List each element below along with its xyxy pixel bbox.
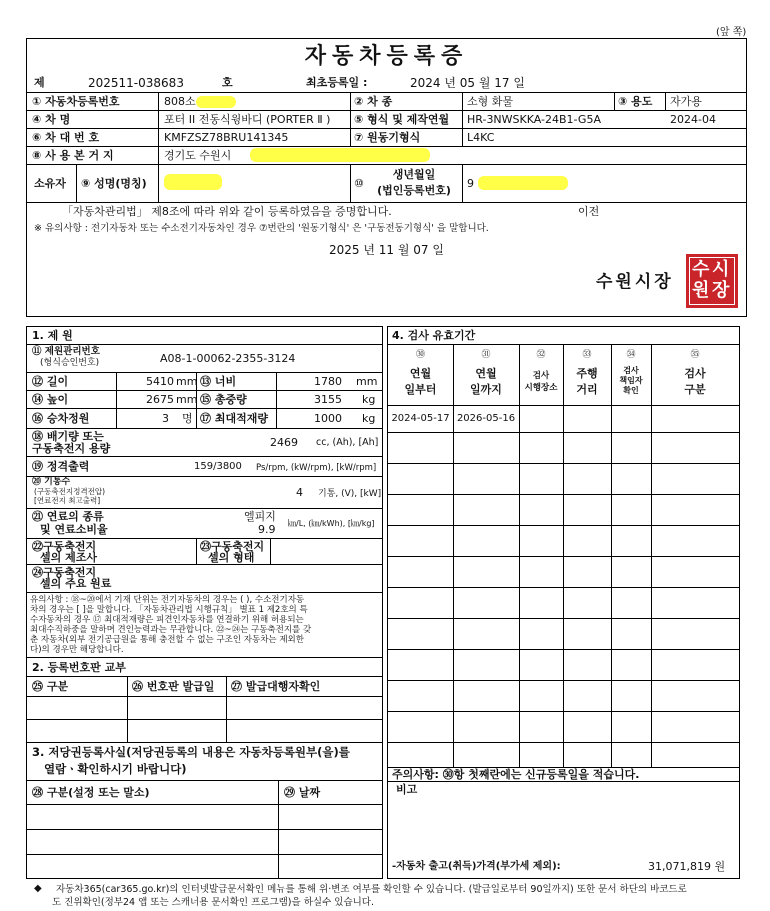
birth-label-2: (법인등록번호) [377, 184, 451, 197]
transfer-label: 이전 [578, 205, 600, 218]
redaction-highlight [196, 96, 236, 108]
mortgage-section-title-2: 열람ㆍ확인하시기 바랍니다) [44, 762, 187, 776]
certify-note: ※ 유의사항 : 전기자동차 또는 수소전기자동차인 경우 ⑦번란의 '원동기형식' 은 '구동전동기형식' 을 말합니다. [34, 223, 489, 234]
price-label: -자동차 출고(취득)가격(부가세 제외): [392, 861, 561, 872]
vin-label: ⑥ 차 대 번 호 [32, 131, 100, 144]
seats-unit: 명 [182, 412, 193, 425]
inspection-notice: 주의사항: ㉚항 첫째란에는 신규등록일을 적습니다. [392, 768, 640, 781]
insp-col-label: 시행장소 [524, 383, 558, 393]
power-value: 159/3800 [194, 461, 242, 472]
inspection-to-date: 2026-05-16 [456, 413, 516, 424]
length-unit: mm [176, 375, 198, 388]
fuel-label-2: 및 연료소비율 [40, 523, 108, 536]
displacement-unit: cc, (Ah), [Ah] [316, 437, 379, 448]
battery-material-label-1: ㉔구동축전지 [32, 566, 97, 579]
width-label: ⑬ 너비 [200, 375, 237, 388]
insp-col-label: 검사 [684, 367, 706, 380]
fuel-efficiency-value: 9.9 [258, 523, 276, 536]
insp-col-label: 구분 [684, 383, 706, 396]
page-side-label: (앞 쪽) [716, 27, 747, 38]
use-label: ③ 용도 [618, 95, 653, 108]
document-number: 202511-038683 [88, 76, 184, 90]
gross-weight-value: 3155 [314, 393, 342, 406]
insp-col-label: 확인 [623, 386, 639, 395]
birth-value: 9 [467, 177, 474, 190]
height-value: 2675 [146, 393, 174, 406]
seats-value: 3 [162, 412, 169, 425]
motor-type-value: L4KC [467, 131, 495, 144]
insp-col-num: ㉝ [582, 350, 592, 360]
mortgage-col-date: ㉙ 날짜 [284, 786, 321, 799]
spec-note-line: 최대수직하중을 말하며 견인능력과는 무관합니다. ㉒~㉔는 구동축전지를 갖 [30, 625, 312, 635]
insp-col-num: ㉟ [690, 350, 700, 360]
redaction-highlight [478, 176, 568, 190]
displacement-label-1: ⑱ 배기량 또는 [32, 430, 104, 443]
insp-col-label: 주행 [576, 367, 598, 380]
cylinders-value: 4 [296, 486, 303, 499]
remarks-label: 비고 [396, 783, 418, 796]
power-label: ⑲ 정격출력 [32, 460, 90, 473]
displacement-value: 2469 [270, 436, 298, 449]
spec-note-line: 차의 경우는 [ ]을 말합니다. 「자동차관리법 시행규칙」 별표 1 제2호의 특 [30, 605, 308, 615]
fuel-type-value: 엘피지 [244, 510, 276, 523]
max-load-unit: kg [362, 412, 376, 425]
gross-weight-label: ⑮ 총중량 [200, 393, 247, 406]
mgmt-no-value: A08-1-00062-2355-3124 [160, 352, 296, 365]
birth-label-1: 생년월일 [392, 168, 436, 181]
gross-weight-unit: kg [362, 393, 376, 406]
redaction-highlight [164, 174, 222, 190]
footer-line-2: 도 진위확인(정부24 앱 또는 스캐너용 문서확인 프로그램)을 하실수 있습니다. [52, 897, 374, 908]
insp-col-label: 연월 [409, 367, 432, 380]
vehicle-name-label: ④ 차 명 [32, 113, 71, 126]
cylinders-label-3: [연료전지 최고출력] [34, 496, 101, 505]
height-label: ⑭ 높이 [32, 393, 69, 406]
insp-col-num: ㉛ [481, 350, 491, 360]
battery-material-label-2: 셀의 주요 원료 [40, 577, 112, 590]
battery-maker-label-1: ㉒구동축전지 [32, 540, 97, 553]
footer-bullet: ◆ [34, 883, 42, 894]
insp-col-label: 연월 [475, 367, 497, 380]
cylinders-label-1: ⑳ 기통수 [32, 477, 71, 487]
mgmt-no-label-1: ⑪ 제원관리번호 [32, 346, 100, 357]
width-value: 1780 [314, 375, 342, 388]
motor-type-label: ⑦ 원동기형식 [354, 131, 421, 144]
model-label: ⑤ 형식 및 제작연월 [354, 113, 450, 126]
insp-col-label: 거리 [576, 383, 598, 396]
insp-col-num: ㉞ [626, 350, 636, 360]
insp-col-label: 일부터 [404, 383, 437, 396]
document-title: 자동차등록증 [304, 44, 469, 69]
power-unit: Ps/rpm, (kW/rpm), [kW/rpm] [256, 463, 377, 473]
birth-number: ⑩ [354, 177, 364, 190]
width-unit: mm [356, 375, 378, 388]
seats-label: ⑯ 승차정원 [32, 412, 90, 425]
length-label: ⑫ 길이 [32, 375, 69, 388]
mortgage-section-title-1: 3. 저당권등록사실(저당권등록의 내용은 자동차등록원부(을)를 [32, 745, 350, 759]
cylinders-label-2: (구동축전지정격전압) [34, 487, 106, 496]
plate-col-agent: ㉗ 발급대행자확인 [231, 680, 321, 693]
reg-no-label: ① 자동차등록번호 [32, 95, 120, 108]
footer-line-1: 자동차365(car365.go.kr)의 인터넷발급문서확인 메뉴를 통해 위·변조 여부를 확인할 수 있습니다. (발급일로부터 90일까지) 또한 문서 하단의 바코드로 [56, 884, 687, 895]
base-address-label: ⑧ 사 용 본 거 지 [32, 149, 114, 162]
insp-col-num: ㉚ [415, 350, 425, 360]
spec-note-line: 춘 자동차(외부 전기공급원을 통해 충전할 수 없는 구조인 자동차는 제외한 [30, 635, 304, 645]
battery-shape-label-1: ㉓구동축전지 [200, 540, 265, 553]
first-registration-label: 최초등록일 : [306, 76, 368, 89]
official-seal-stamp: 수 원 시 장 [686, 254, 738, 308]
model-value: HR-3NWSKKA-24B1-G5A [467, 113, 601, 126]
vin-value: KMFZSZ78BRU141345 [164, 131, 289, 144]
use-value: 자가용 [670, 95, 702, 108]
height-unit: mm [176, 393, 198, 406]
max-load-label: ⑰ 최대적재량 [200, 412, 268, 425]
vehicle-name-value: 포터 II 전동식윙바디 (PORTER Ⅱ ) [164, 113, 331, 126]
insp-col-label: 검사 [623, 366, 639, 375]
owner-label: 소유자 [34, 177, 66, 190]
issue-date: 2025 년 11 월 07 일 [329, 243, 444, 257]
length-value: 5410 [146, 375, 174, 388]
plate-section-title: 2. 등록번호판 교부 [32, 661, 126, 674]
spec-note-line: 유의사항 : ⑱~⑳에서 기재 단위는 전기자동차의 경우는 ( ), 수소전기자동 [30, 595, 305, 605]
doc-no-prefix: 제 [34, 76, 45, 89]
spec-section-title: 1. 제 원 [32, 329, 73, 342]
insp-col-num: ㉜ [536, 350, 546, 360]
certify-text: 「자동차관리법」 제8조에 따라 위와 같이 등록하였음을 증명합니다. [62, 205, 392, 218]
spec-note-line: 다)의 경우만 해당합니다. [30, 645, 124, 655]
mortgage-col-category: ㉘ 구분(설정 또는 말소) [32, 786, 150, 799]
fuel-efficiency-unit: ㎞/L, (㎞/kWh), [㎞/kg] [288, 519, 375, 528]
insp-col-label: 검사 [532, 371, 550, 381]
plate-col-issue-date: ㉖ 번호판 발급일 [132, 680, 215, 693]
fuel-label-1: ㉑ 연료의 종류 [32, 510, 104, 523]
inspection-section-title: 4. 검사 유효기간 [392, 329, 476, 342]
displacement-label-2: 구동축전지 용량 [32, 442, 111, 455]
vehicle-type-value: 소형 화물 [467, 95, 514, 108]
cylinders-unit: 기통, (V), [kW] [318, 489, 382, 499]
battery-maker-label-2: 셀의 제조사 [40, 551, 97, 564]
vehicle-type-label: ② 차 종 [354, 95, 393, 108]
owner-name-label: ⑨ 성명(명칭) [81, 177, 147, 190]
max-load-value: 1000 [314, 412, 342, 425]
insp-col-label: 책임자 [619, 376, 643, 385]
price-value: 31,071,819 원 [648, 860, 726, 873]
plate-col-category: ㉕ 구분 [32, 680, 69, 693]
inspection-from-date: 2024-05-17 [391, 413, 450, 424]
mgmt-no-label-2: (형식승인번호) [40, 358, 100, 368]
spec-note-line: 수자동차의 경우 ⑰ 최대적재량은 피견인자동차를 연결하기 위해 허용되는 [30, 615, 304, 625]
reg-no-value: 808소 [164, 95, 196, 108]
insp-col-label: 일까지 [470, 383, 502, 396]
base-address-value: 경기도 수원시 [164, 149, 232, 162]
issuer-name: 수원시장 [596, 272, 674, 292]
doc-no-suffix: 호 [222, 76, 233, 89]
battery-shape-label-2: 셀의 형태 [208, 551, 255, 564]
first-registration-date: 2024 년 05 월 17 일 [410, 76, 525, 90]
redaction-highlight [250, 148, 430, 162]
manufacture-date: 2024-04 [670, 113, 716, 126]
